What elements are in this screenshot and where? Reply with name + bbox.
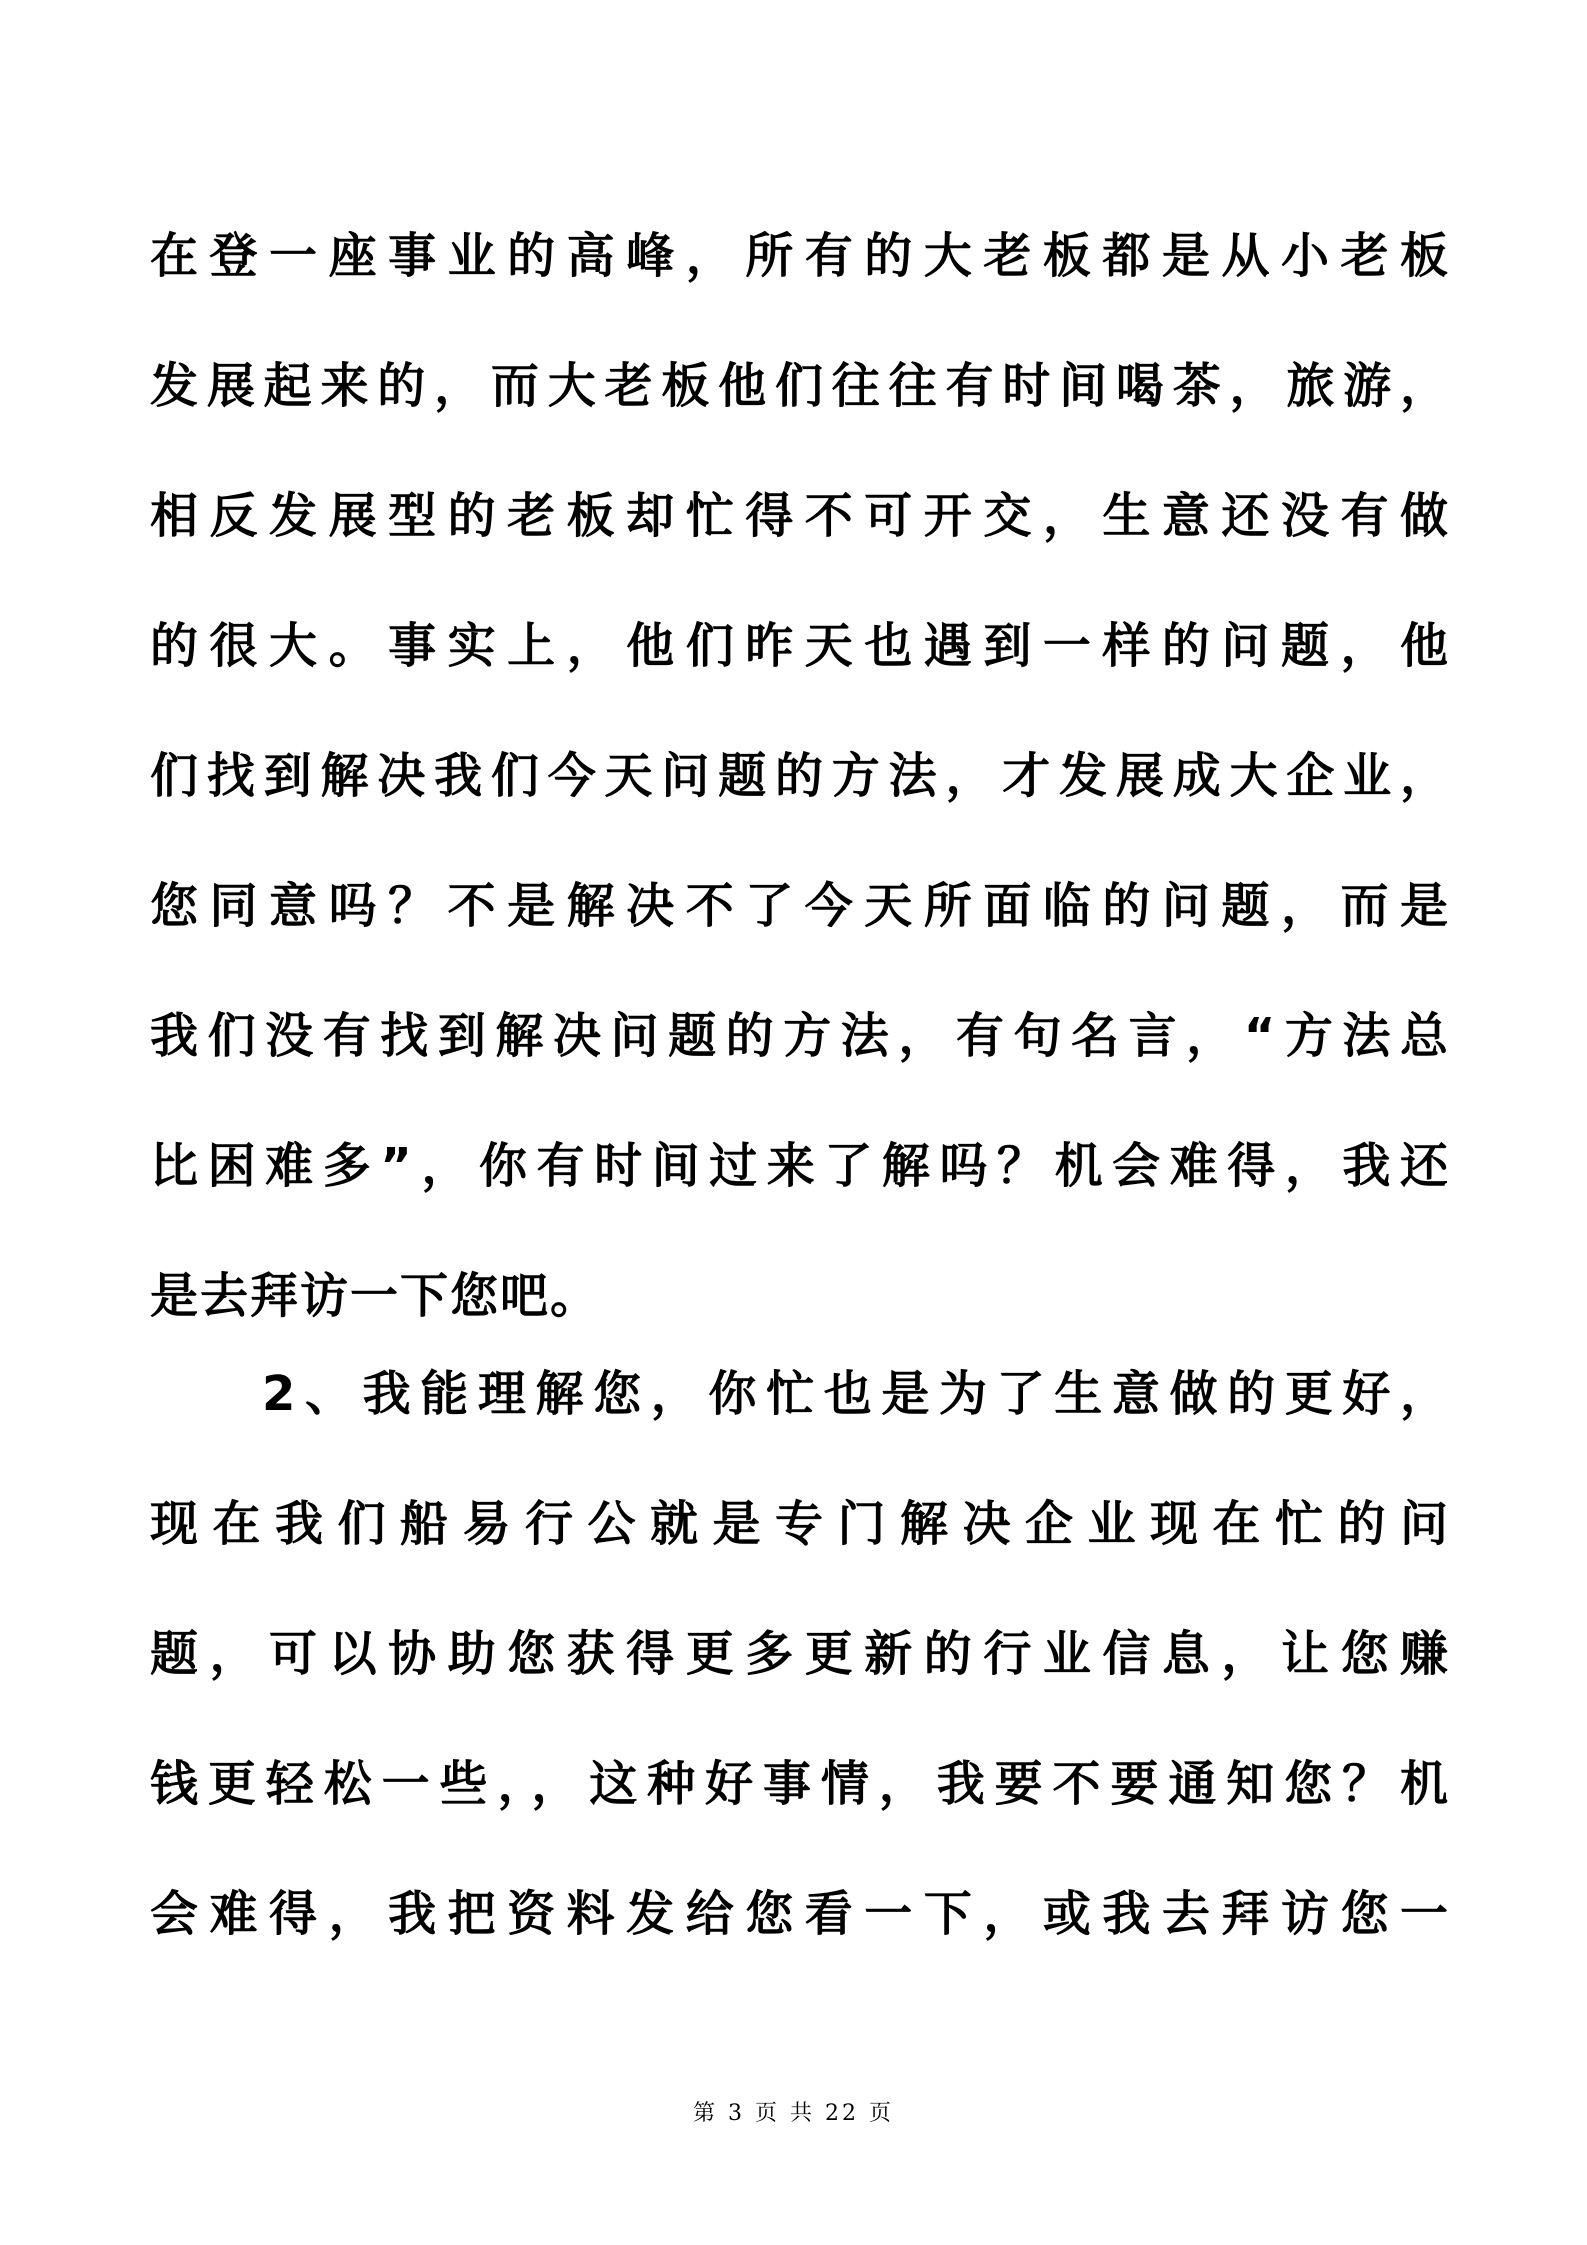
text-line: 是去拜访一下您吧。 [150, 1268, 601, 1324]
text-line: 您同意吗？不是解决不了今天所面临的问题，而是 [150, 878, 1450, 934]
text-line: 在登一座事业的高峰，所有的大老板都是从小老板 [150, 228, 1450, 284]
text-line: 比困难多”，你有时间过来了解吗？机会难得，我还 [150, 1138, 1450, 1194]
text-line: 的很大。事实上，他们昨天也遇到一样的问题，他 [150, 618, 1450, 674]
text-line: 们找到解决我们今天问题的方法，才发展成大企业， [150, 748, 1450, 804]
text-line: 相反发展型的老板却忙得不可开交，生意还没有做 [150, 488, 1450, 544]
page-number-footer: 第 3 页 共 22 页 [693, 2101, 894, 2126]
text-line: 发展起来的，而大老板他们往往有时间喝茶，旅游， [150, 358, 1450, 414]
text-line: 现在我们船易行公就是专门解决企业现在忙的问 [150, 1496, 1450, 1552]
text-line: 会难得，我把资料发给您看一下，或我去拜访您一 [150, 1886, 1450, 1942]
text-line: 2、我能理解您，你忙也是为了生意做的更好， [262, 1366, 1450, 1422]
text-line: 题，可以协助您获得更多更新的行业信息，让您赚 [150, 1626, 1450, 1682]
text-line: 钱更轻松一些，，这种好事情，我要不要通知您？机 [150, 1756, 1450, 1812]
text-line: 我们没有找到解决问题的方法，有句名言，“方法总 [150, 1008, 1450, 1064]
paragraph-2 [150, 1354, 1450, 2004]
paragraph-1 [150, 216, 1450, 1386]
